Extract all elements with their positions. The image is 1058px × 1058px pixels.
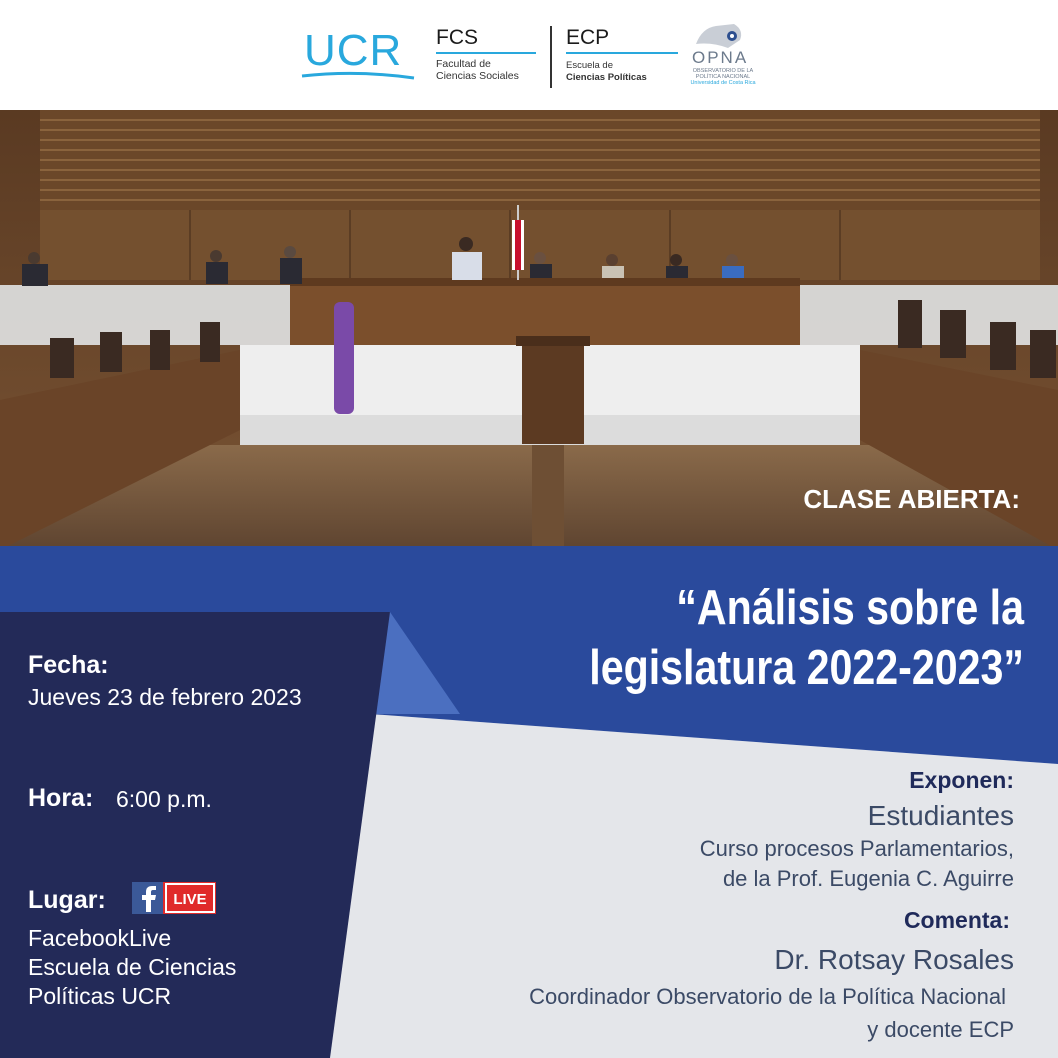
ecp-sub-line1: Escuela de	[566, 60, 614, 71]
hora-value: 6:00 p.m.	[116, 786, 212, 812]
fcs-sub-line1: Facultad de	[436, 58, 491, 70]
exponen-line1: Curso procesos Parlamentarios,	[699, 836, 1014, 861]
opna-logo-text: OPNA	[692, 48, 749, 67]
exponen-name: Estudiantes	[867, 800, 1014, 831]
exponen-line2: de la Prof. Eugenia C. Aguirre	[722, 866, 1014, 891]
ucr-logo: UCR	[304, 26, 403, 75]
lugar-value	[28, 924, 236, 1011]
facebook-live-icon[interactable]	[132, 882, 216, 914]
ecp-logo-title: ECP	[566, 26, 610, 49]
opna-sub-line2: POLÍTICA NACIONAL	[695, 74, 751, 80]
comenta-name: Dr. Rotsay Rosales	[774, 944, 1014, 975]
opna-sub-line1: OBSERVATORIO DE LA	[692, 68, 754, 74]
fecha-label: Fecha:	[28, 651, 109, 679]
fecha-value: Jueves 23 de febrero 2023	[28, 684, 302, 710]
lugar-line3: Políticas UCR	[28, 983, 172, 1009]
comenta-line1: Coordinador Observatorio de la Política Nacional	[529, 984, 1006, 1009]
event-title-line2: legislatura 2022-2023”	[589, 641, 1024, 695]
event-title	[495, 578, 1024, 698]
ecp-sub-line2-bold: Ciencias Políticas	[566, 72, 647, 83]
event-kicker: CLASE ABIERTA:	[803, 484, 1020, 514]
comenta-label: Comenta:	[903, 907, 1010, 933]
hora-label: Hora:	[28, 784, 94, 812]
fcs-logo-title: FCS	[436, 26, 478, 49]
exponen-label: Exponen:	[909, 767, 1014, 793]
comenta-line2: y docente ECP	[867, 1017, 1014, 1042]
opna-sub-line3: Universidad de Costa Rica	[690, 80, 756, 86]
lugar-line1: FacebookLive	[28, 925, 172, 951]
fcs-sub-line2: Ciencias Sociales	[436, 70, 519, 82]
event-title-line1: “Análisis sobre la	[676, 581, 1024, 635]
lugar-label: Lugar:	[28, 886, 106, 914]
fb-live-label: LIVE	[173, 891, 207, 908]
lugar-line2: Escuela de Ciencias	[28, 954, 237, 980]
